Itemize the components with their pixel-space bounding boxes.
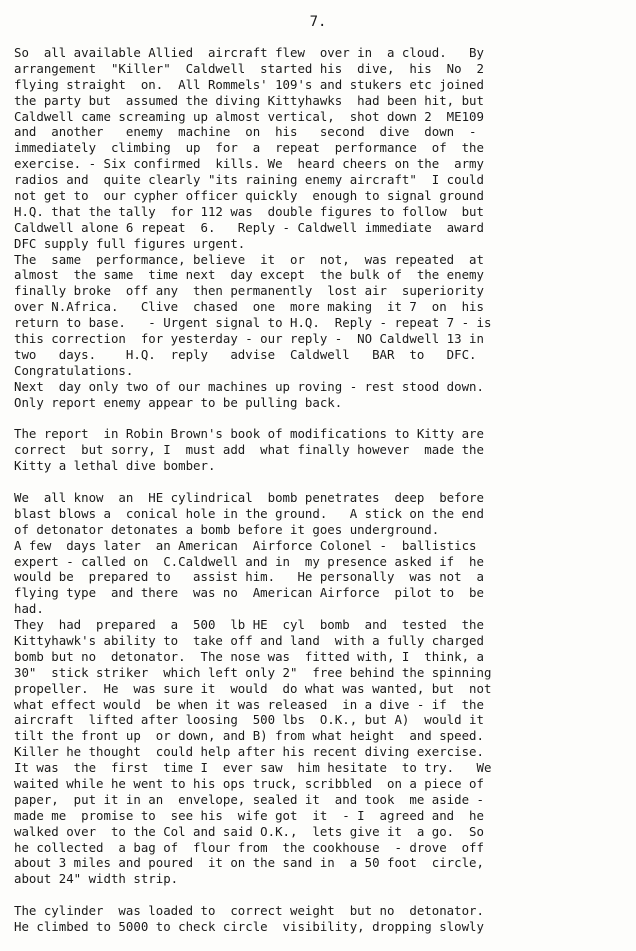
text-line: So all available Allied aircraft flew over in a cloud. By [14, 45, 484, 60]
text-line: Kittyhawk's ability to take off and land with a fully charged [14, 632, 484, 648]
text-line: propeller. He was sure it would do what was wanted, but not [14, 680, 492, 696]
text-line: The report in Robin Brown's book of modifications to Kitty are [14, 426, 484, 442]
text-line: expert - called on C.Caldwell and in my presence asked if he [14, 553, 484, 569]
text-line: had. [14, 601, 44, 617]
text-line: not get to our cypher officer quickly enough to signal ground [14, 188, 484, 204]
text-line: They had prepared a 500 lb HE cyl bomb and tested the [14, 617, 484, 633]
paragraph [14, 490, 622, 887]
text-line: Caldwell came screaming up almost vertical, shot down 2 ME109 [14, 108, 484, 124]
text-line: exercise. - Six confirmed kills. We heard cheers on the army [14, 156, 484, 172]
text-line: correct but sorry, I must add what finally however made the [14, 442, 484, 458]
paragraph [14, 45, 622, 410]
text-line: Next day only two of our machines up roving - rest stood down. [14, 378, 484, 394]
text-line: paper, put it in an envelope, sealed it and took me aside - [14, 791, 484, 807]
text-line: and another enemy machine on his second dive down - [14, 124, 477, 140]
paragraph [14, 903, 622, 935]
text-line: The same performance, believe it or not, was repeated at [14, 251, 484, 267]
page-number: 7. [309, 14, 327, 30]
text-line: return to base. - Urgent signal to H.Q. Reply - repeat 7 - is [14, 315, 492, 331]
text-line: bomb but no detonator. The nose was fitted with, I think, a [14, 648, 484, 664]
text-line: 30" stick striker which left only 2" free behind the spinning [14, 664, 492, 680]
text-line: H.Q. that the tally for 112 was double figures to follow but [14, 203, 484, 219]
text-line: Congratulations. [14, 362, 134, 378]
text-line: walked over to the Col and said O.K., lets give it a go. So [14, 823, 484, 839]
text-line: over N.Africa. Clive chased one more making it 7 on his [14, 299, 484, 315]
text-line: Only report enemy appear to be pulling back. [14, 394, 343, 410]
text-line: finally broke off any then permanently lost air superiority [14, 283, 484, 299]
text-line: flying type and there was no American Airforce pilot to be [14, 585, 484, 601]
text-line: two days. H.Q. reply advise Caldwell BAR to DFC. [14, 346, 477, 362]
paragraph-gap [14, 474, 622, 490]
text-line: waited while he went to his ops truck, scribbled on a piece of [14, 775, 484, 791]
text-line: Killer he thought could help after his recent diving exercise. [14, 744, 484, 760]
text-line: radios and quite clearly "its raining enemy aircraft" I could [14, 172, 484, 188]
paragraph-gap [14, 887, 622, 903]
text-line: The cylinder was loaded to correct weight but no detonator. [14, 903, 484, 919]
text-line: aircraft lifted after loosing 500 lbs O.K., but A) would it [14, 712, 484, 728]
text-line: Kitty a lethal dive bomber. [14, 458, 216, 474]
paragraph [14, 426, 622, 474]
text-line: arrangement "Killer" Caldwell started his dive, his No 2 [14, 60, 484, 76]
text-line: blast blows a conical hole in the ground. A stick on the end [14, 505, 484, 521]
text-line: Caldwell alone 6 repeat 6. Reply - Caldwell immediate award [14, 219, 484, 235]
text-line: what effect would be when it was released in a dive - if the [14, 696, 484, 712]
text-line: about 24" width strip. [14, 871, 179, 887]
text-line: about 3 miles and poured it on the sand in a 50 foot circle, [14, 855, 484, 871]
text-line: the party but assumed the diving Kittyhawks had been hit, but [14, 92, 484, 108]
text-line: tilt the front up or down, and B) from what height and speed. [14, 728, 484, 744]
text-line: he collected a bag of flour from the cookhouse - drove off [14, 839, 484, 855]
text-line: this correction for yesterday - our reply - NO Caldwell 13 in [14, 331, 484, 347]
text-line: of detonator detonates a bomb before it goes underground. [14, 521, 440, 537]
text-line: A few days later an American Airforce Colonel - ballistics [14, 537, 477, 553]
text-line: flying straight on. All Rommels' 109's and stukers etc joined [14, 76, 484, 92]
text-line: We all know an HE cylindrical bomb penetrates deep before [14, 489, 484, 505]
text-line: almost the same time next day except the bulk of the enemy [14, 267, 484, 283]
text-line: made me promise to see his wife got it - I agreed and he [14, 807, 484, 823]
body-text [14, 45, 622, 935]
paragraph-gap [14, 410, 622, 426]
text-line: would be prepared to assist him. He personally was not a [14, 569, 484, 585]
text-line: immediately climbing up for a repeat performance of the [14, 140, 484, 156]
text-line: DFC supply full figures urgent. [14, 235, 246, 251]
text-line: It was the first time I ever saw him hesitate to try. We [14, 760, 492, 776]
text-line: He climbed to 5000 to check circle visibility, dropping slowly [14, 918, 484, 934]
